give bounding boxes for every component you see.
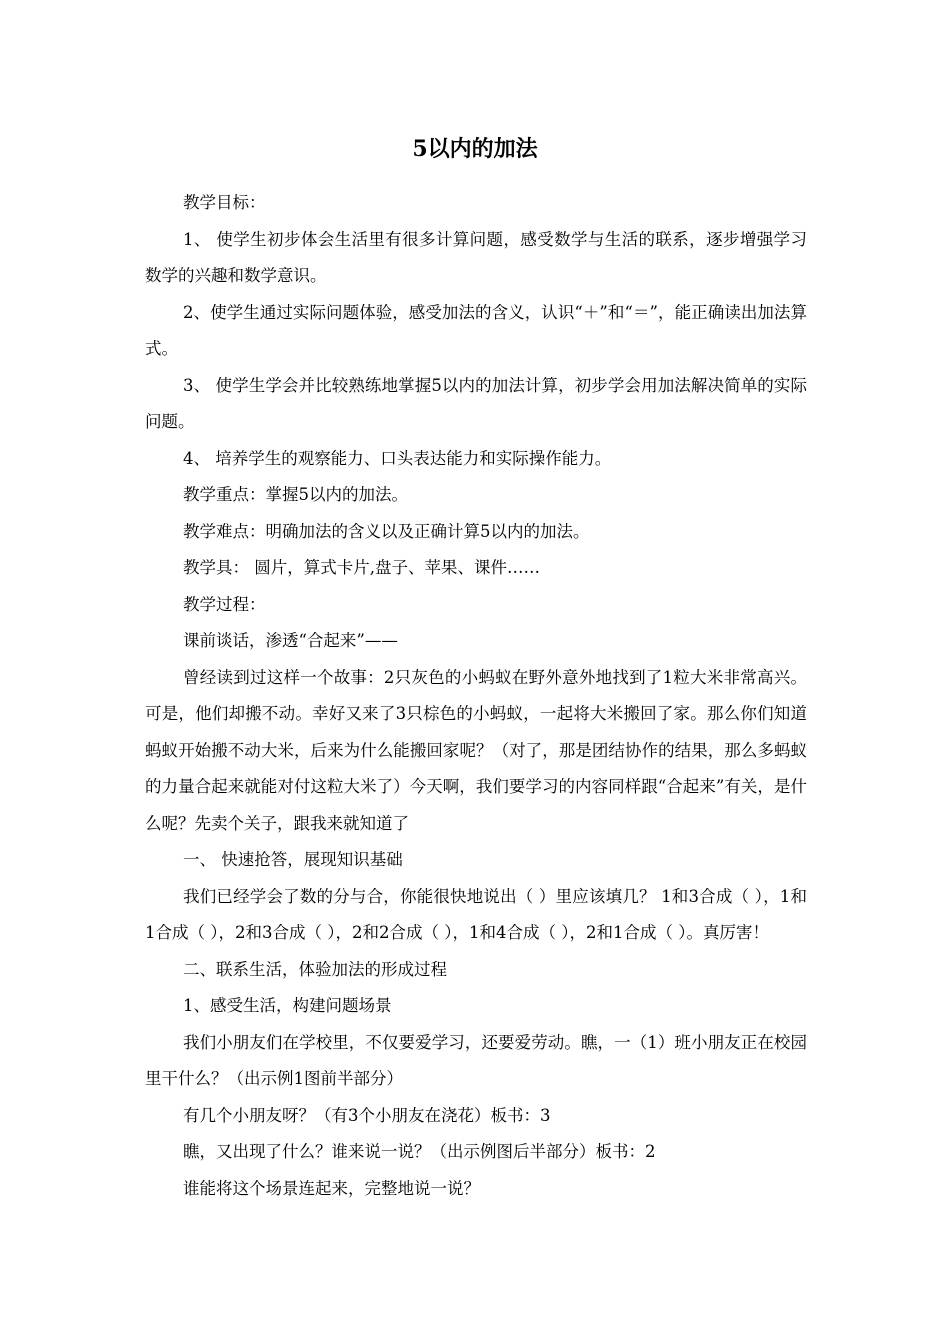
paragraph: 1、 使学生初步体会生活里有很多计算问题，感受数学与生活的联系，逐步增强学习数学的兴趣和数学意识。 <box>145 229 807 285</box>
paragraph: 教学具： 圆片，算式卡片,盘子、苹果、课件…… <box>183 558 540 577</box>
paragraph: 瞧，又出现了什么？谁来说一说？（出示例图后半部分）板书：2 <box>183 1142 656 1161</box>
paragraph: 4、 培养学生的观察能力、口头表达能力和实际操作能力。 <box>183 448 612 468</box>
paragraph: 课前谈话，渗透“合起来”—— <box>183 631 398 650</box>
paragraph: 教学目标： <box>183 193 266 212</box>
document-title: 5以内的加法 <box>412 136 538 162</box>
paragraph: 一、 快速抢答，展现知识基础 <box>183 850 403 869</box>
paragraph: 有几个小朋友呀？（有3个小朋友在浇花）板书：3 <box>183 1105 551 1125</box>
paragraph: 二、联系生活，体验加法的形成过程 <box>183 959 447 979</box>
paragraph: 2、使学生通过实际问题体验，感受加法的含义，认识“＋”和“＝”，能正确读出加法算式。 <box>145 302 807 358</box>
paragraph: 我们小朋友们在学校里，不仅要爱学习，还要爱劳动。瞧，一（1）班小朋友正在校园里干什么？（出示例1图前半部分） <box>145 1032 807 1088</box>
paragraph: 1、感受生活，构建问题场景 <box>183 996 392 1015</box>
paragraph: 我们已经学会了数的分与合，你能很快地说出（ ）里应该填几？ 1和3合成（ ），1和1合成（ ），2和3合成（ ），2和2合成（ ），1和4合成（ ），2和1合成（ ）。真厉害！ <box>145 886 807 942</box>
paragraph: 教学过程： <box>183 594 266 614</box>
paragraph: 曾经读到过这样一个故事：2只灰色的小蚂蚁在野外意外地找到了1粒大米非常高兴。可是，他们却搬不动。幸好又来了3只棕色的小蚂蚁，一起将大米搬回了家。那么你们知道蚂蚁开始搬不动大米，后来为什么能搬回家呢？（对了，那是团结协作的结果，那么多蚂蚁的力量合起来就能对付这粒大米了）今天啊，我们要学习的内容同样跟“合起来”有关，是什么呢？先卖个关子，跟我来就知道了 <box>145 667 807 833</box>
paragraph: 教学重点：掌握5以内的加法。 <box>183 485 408 504</box>
paragraph: 谁能将这个场景连起来，完整地说一说？ <box>183 1178 480 1198</box>
paragraph: 教学难点：明确加法的含义以及正确计算5以内的加法。 <box>183 521 590 541</box>
document-body <box>145 185 807 1207</box>
paragraph: 3、 使学生学会并比较熟练地掌握5以内的加法计算，初步学会用加法解决简单的实际问题。 <box>145 375 807 431</box>
